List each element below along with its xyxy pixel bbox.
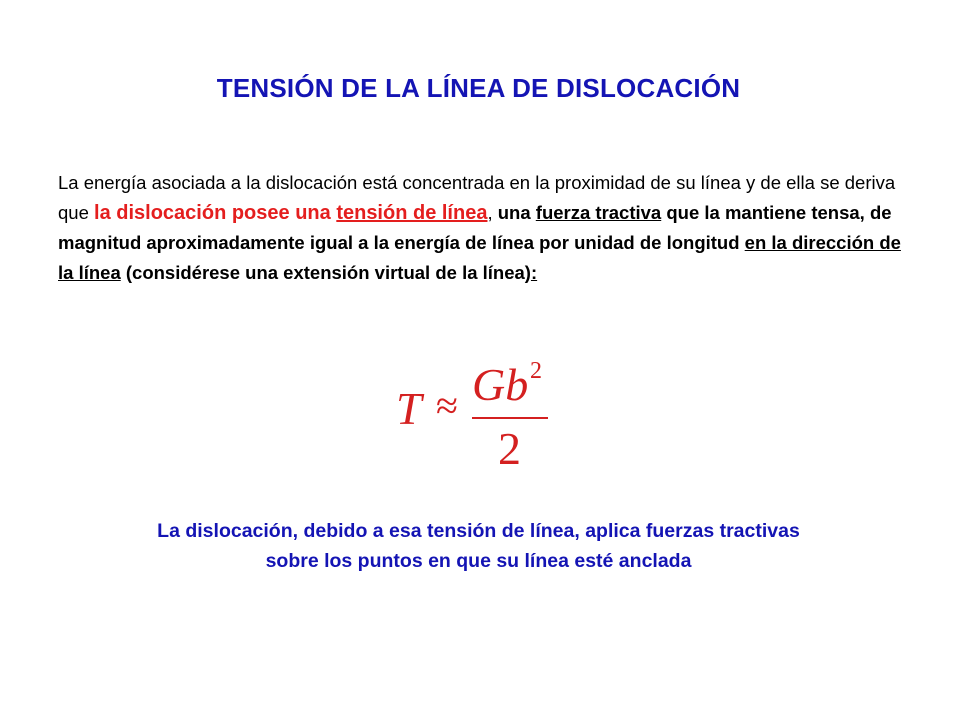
- conclusion-line-2: sobre los puntos en que su línea esté anclada: [265, 550, 692, 572]
- paragraph-intro: La energía asociada a la dislocación está concentrada en la proximidad de su línea y de ella se deriva que: [58, 172, 896, 223]
- formula-exponent: 2: [530, 358, 542, 384]
- slide-title: TENSIÓN DE LA LÍNEA DE DISLOCACIÓN: [216, 73, 741, 103]
- paragraph-bold-1: una: [492, 202, 536, 223]
- formula-denominator: 2: [498, 423, 521, 474]
- fraction-bar: [472, 417, 548, 419]
- formula-numerator: Gb: [472, 359, 529, 410]
- term-line-direction: en la dirección de la línea: [58, 232, 901, 283]
- highlight-text: la dislocación posee una: [94, 202, 337, 224]
- formula-relation: ≈: [436, 383, 458, 428]
- term-tractive-force: fuerza tractiva: [535, 202, 662, 223]
- highlight-term-line-tension: tensión de línea: [336, 202, 488, 224]
- conclusion-text: [0, 516, 957, 576]
- body-paragraph: [58, 168, 908, 288]
- paragraph-comma: ,: [487, 202, 493, 223]
- paragraph-colon: :: [530, 262, 538, 283]
- paragraph-bold-3: (considérese una extensión virtual de la línea): [120, 262, 531, 283]
- paragraph-bold-2: que la mantiene tensa, de magnitud aproximadamente igual a la energía de línea por unidad de longitud: [58, 202, 892, 253]
- formula-lhs: T: [396, 383, 422, 434]
- conclusion-line-1: La dislocación, debido a esa tensión de línea, aplica fuerzas tractivas: [157, 520, 800, 542]
- line-tension-formula: [392, 352, 572, 482]
